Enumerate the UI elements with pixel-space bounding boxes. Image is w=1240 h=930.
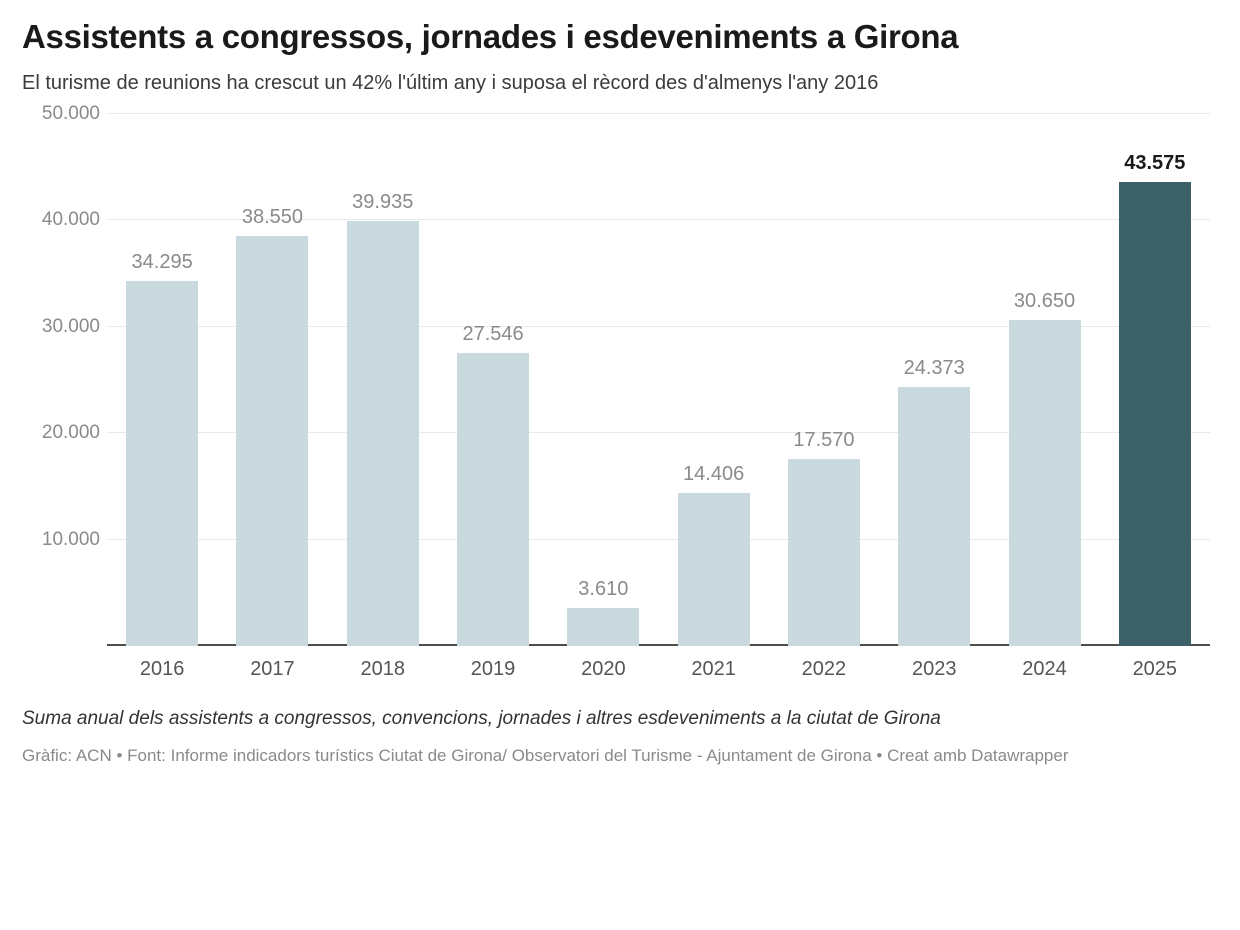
bar-2024[interactable] [1009,289,1081,646]
x-axis-tick-label: 2020 [581,658,626,681]
bar-2022[interactable] [788,429,860,646]
x-axis-tick-label: 2025 [1132,658,1178,681]
bar-slot [548,114,658,646]
x-axis-tick-label: 2016 [139,658,185,681]
bar-2021[interactable] [678,462,750,646]
bar-2016[interactable] [126,251,198,646]
page-title: Assistents a congressos, jornades i esdeveniments a Girona [22,18,959,55]
y-axis-tick-label: 50.000 [41,102,100,124]
bar-2019[interactable] [457,322,529,646]
y-axis-tick-label: 20.000 [41,422,100,444]
bar-value-label: 14.406 [683,462,745,485]
bar-value-label: 34.295 [131,251,193,274]
chart-canvas [22,102,1218,694]
x-axis-tick-label: 2022 [801,658,847,681]
bar-slot [217,114,327,646]
bar-2020[interactable] [567,577,639,646]
chart-page [0,18,1240,930]
chart-plot-area [22,102,1218,694]
bar-value-label: 38.550 [241,205,304,228]
bar-slot [879,114,989,646]
bar-value-label: 3.610 [578,577,629,600]
y-axis-tick-label: 10.000 [41,528,100,550]
bar-slot [1100,114,1210,646]
bar-2018[interactable] [347,191,419,646]
bar-2023[interactable] [898,356,970,646]
x-axis-labels [107,646,1210,694]
x-axis-tick-label: 2023 [911,658,957,681]
bars-group [107,114,1210,646]
y-axis-tick-label: 40.000 [41,209,100,231]
bar-2017[interactable] [236,205,308,646]
bar-slot [107,114,217,646]
bar-slot [658,114,768,646]
bar-value-label: 43.575 [1124,152,1186,175]
bar-value-label: 24.373 [903,356,965,379]
chart-subtitle: El turisme de reunions ha crescut un 42% l'últim any i suposa el rècord des d'almenys l'any 2016 [22,71,879,94]
bar-slot [328,114,438,646]
bar-value-label: 17.570 [793,429,855,451]
x-axis-tick-label: 2021 [691,658,736,681]
x-axis-tick-label: 2017 [250,658,295,681]
bar-value-label: 27.546 [462,322,524,345]
bar-value-label: 30.650 [1013,289,1076,312]
bar-slot [769,114,879,646]
bar-2025[interactable] [1119,152,1191,646]
x-axis-tick-label: 2019 [470,658,516,681]
y-axis-tick-label: 30.000 [41,315,100,337]
bar-slot [989,114,1099,646]
bar-value-label: 39.935 [352,191,414,214]
chart-note: Suma anual dels assistents a congressos, convencions, jornades i altres esdeveniments a la ciutat de Girona [22,707,941,729]
x-axis-tick-label: 2024 [1022,658,1067,681]
x-axis-tick-label: 2018 [360,658,405,681]
bar-slot [438,114,548,646]
chart-credit: Gràfic: ACN • Font: Informe indicadors turístics Ciutat de Girona/ Observatori del Turisme - Ajuntament de Girona • Creat amb Datawrapper [22,745,1069,765]
